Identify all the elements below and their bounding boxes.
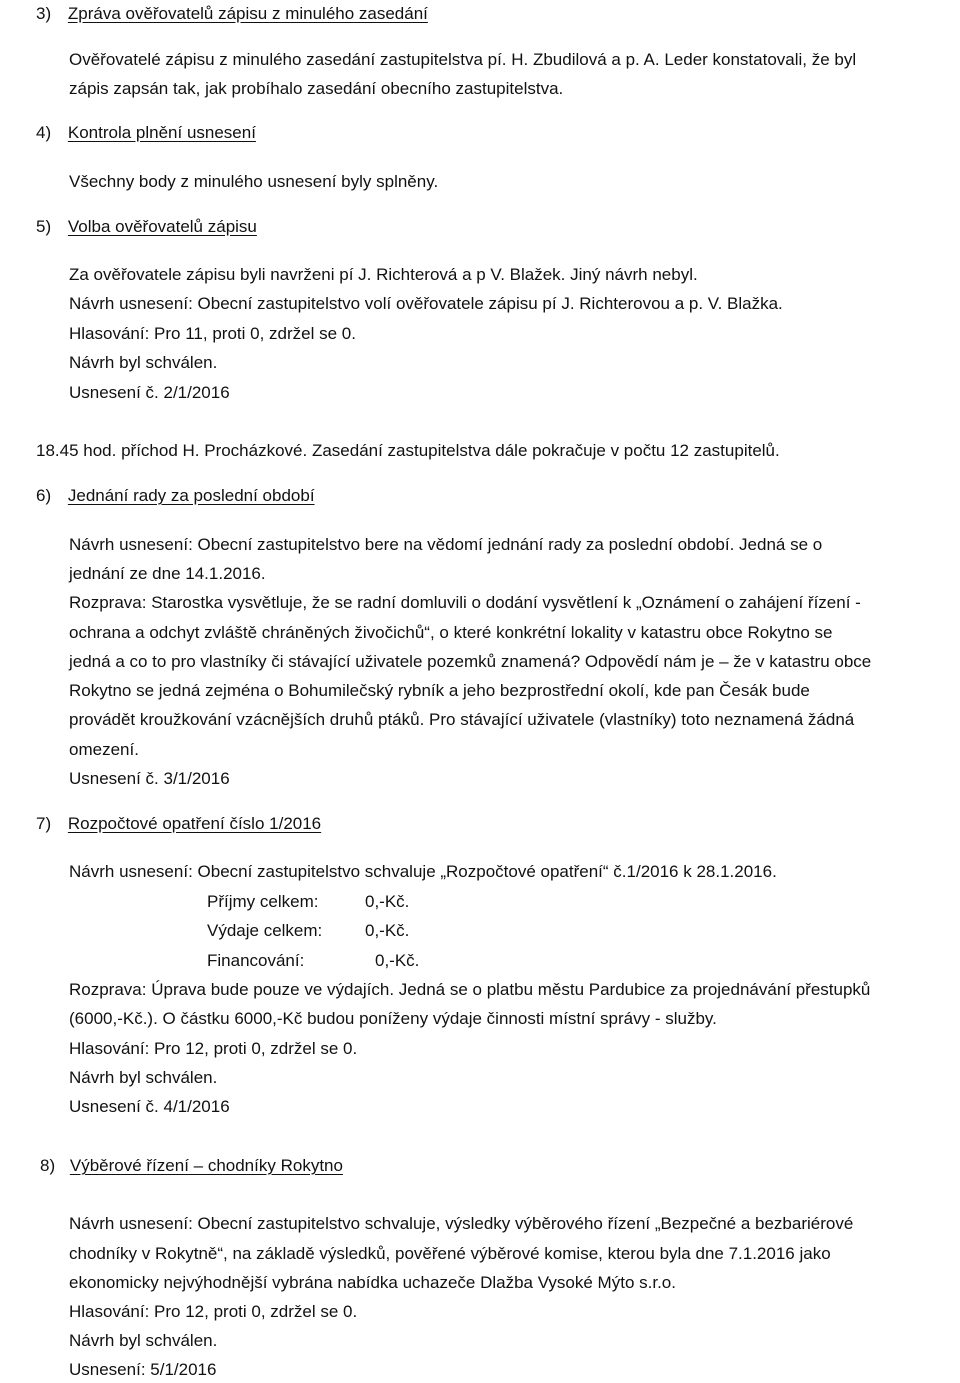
budget-value: 0,-Kč. — [365, 921, 410, 940]
proposal-label: Návrh usnesení: — [69, 1214, 193, 1233]
resolution-number: Usnesení č. 3/1/2016 — [69, 769, 230, 788]
paragraph: chodníky v Rokytně“, na základě výsledků, pověřené výběrové komise, kterou byla dne 7.1.2016 jako — [69, 1244, 831, 1263]
resolution-number: Usnesení č. 2/1/2016 — [69, 383, 230, 402]
proposal-text: Obecní zastupitelstvo schvaluje, výsledky výběrového řízení „Bezpečné a bezbariérové — [192, 1214, 854, 1233]
proposal-text: Obecní zastupitelstvo bere na vědomí jednání rady za poslední období. Jedná se o — [192, 535, 823, 554]
paragraph: omezení. — [69, 740, 139, 759]
discussion-text: Úprava bude pouze ve výdajích. Jedná se o platbu městu Pardubice za projednávání přestupků — [146, 980, 871, 999]
budget-label: Příjmy celkem: — [207, 892, 319, 911]
paragraph: jednání ze dne 14.1.2016. — [69, 564, 266, 583]
paragraph: ochrana a odchyt zvláště chráněných živočichů“, o které konkrétní lokality v katastru obce Rokytno se — [69, 623, 833, 642]
budget-label: Financování: — [207, 951, 305, 970]
section-title: Kontrola plnění usnesení — [67, 123, 256, 142]
discussion-text: Starostka vysvětluje, že se radní domluvili o dodání vysvětlení k „Oznámení o zahájení řízení - — [146, 593, 861, 612]
resolution-number: Usnesení: 5/1/2016 — [69, 1360, 217, 1379]
section-number: 3) — [36, 4, 52, 23]
resolution-proposal — [69, 293, 783, 315]
paragraph: (6000,-Kč.). O částku 6000,-Kč budou poníženy výdaje činnosti místní správy - služby. — [69, 1009, 717, 1028]
section-6-heading — [36, 485, 315, 507]
paragraph: Všechny body z minulého usnesení byly splněny. — [69, 172, 439, 191]
approved-line: Návrh byl schválen. — [69, 1068, 218, 1087]
resolution-proposal — [69, 1213, 853, 1235]
paragraph: provádět kroužkování vzácnějších druhů ptáků. Pro stávající uživatele (vlastníky) toto neznamená žádná — [69, 710, 855, 729]
section-title: Zpráva ověřovatelů zápisu z minulého zasedání — [67, 4, 428, 23]
vote-label: Hlasování: — [69, 1039, 150, 1058]
paragraph: ekonomicky nejvýhodnější vybrána nabídka uchazeče Dlažba Vysoké Mýto s.r.o. — [69, 1273, 676, 1292]
budget-row-expenses — [207, 920, 409, 942]
approved-line: Návrh byl schválen. — [69, 1331, 218, 1350]
section-number: 5) — [36, 217, 52, 236]
section-title: Jednání rady za poslední období — [67, 486, 315, 505]
vote-text: Pro 11, proti 0, zdržel se 0. — [149, 324, 356, 343]
section-number: 8) — [40, 1156, 56, 1175]
section-title: Volba ověřovatelů zápisu — [67, 217, 257, 236]
budget-value: 0,-Kč. — [375, 951, 420, 970]
paragraph: jedná a co to pro vlastníky či stávající uživatele pozemků znamená? Odpovědí nám je – že v katastru obce — [69, 652, 872, 671]
proposal-text: Obecní zastupitelstvo volí ověřovatele zápisu pí J. Richterovou a p. V. Blažka. — [192, 294, 783, 313]
section-title: Výběrové řízení – chodníky Rokytno — [69, 1156, 343, 1175]
discussion-label: Rozprava: — [69, 980, 147, 999]
paragraph: Rokytno se jedná zejména o Bohumilečský rybník a jeho bezprostřední okolí, kde pan Česák bude — [69, 681, 810, 700]
vote-label: Hlasování: — [69, 324, 150, 343]
vote-text: Pro 12, proti 0, zdržel se 0. — [149, 1302, 358, 1321]
section-4-heading — [36, 122, 256, 144]
budget-label: Výdaje celkem: — [207, 921, 323, 940]
arrival-note: 18.45 hod. příchod H. Procházkové. Zasedání zastupitelstva dále pokračuje v počtu 12 zastupitelů. — [36, 441, 780, 460]
approved-line: Návrh byl schválen. — [69, 353, 218, 372]
section-3-heading — [36, 3, 428, 25]
section-title: Rozpočtové opatření číslo 1/2016 — [67, 814, 322, 833]
budget-row-financing — [207, 950, 419, 972]
resolution-proposal — [69, 861, 777, 883]
budget-value: 0,-Kč. — [365, 892, 410, 911]
budget-row-income — [207, 891, 409, 913]
proposal-label: Návrh usnesení: — [69, 862, 193, 881]
proposal-label: Návrh usnesení: — [69, 294, 193, 313]
vote-label: Hlasování: — [69, 1302, 150, 1321]
resolution-number: Usnesení č. 4/1/2016 — [69, 1097, 230, 1116]
paragraph: Za ověřovatele zápisu byli navrženi pí J. Richterová a p V. Blažek. Jiný návrh nebyl. — [69, 265, 698, 284]
discussion-label: Rozprava: — [69, 593, 147, 612]
paragraph: zápis zapsán tak, jak probíhalo zasedání obecního zastupitelstva. — [69, 79, 564, 98]
section-number: 6) — [36, 486, 52, 505]
paragraph: Ověřovatelé zápisu z minulého zasedání zastupitelstva pí. H. Zbudilová a p. A. Leder konstatovali, že byl — [69, 50, 857, 69]
section-number: 7) — [36, 814, 52, 833]
vote-line — [69, 1038, 357, 1060]
discussion — [69, 592, 861, 614]
proposal-label: Návrh usnesení: — [69, 535, 193, 554]
vote-line — [69, 323, 356, 345]
section-number: 4) — [36, 123, 52, 142]
section-7-heading — [36, 813, 321, 835]
discussion — [69, 979, 870, 1001]
vote-line — [69, 1301, 357, 1323]
section-5-heading — [36, 216, 257, 238]
vote-text: Pro 12, proti 0, zdržel se 0. — [149, 1039, 358, 1058]
resolution-proposal — [69, 534, 822, 556]
proposal-text: Obecní zastupitelstvo schvaluje „Rozpočtové opatření“ č.1/2016 k 28.1.2016. — [192, 862, 777, 881]
section-8-heading — [40, 1155, 343, 1177]
